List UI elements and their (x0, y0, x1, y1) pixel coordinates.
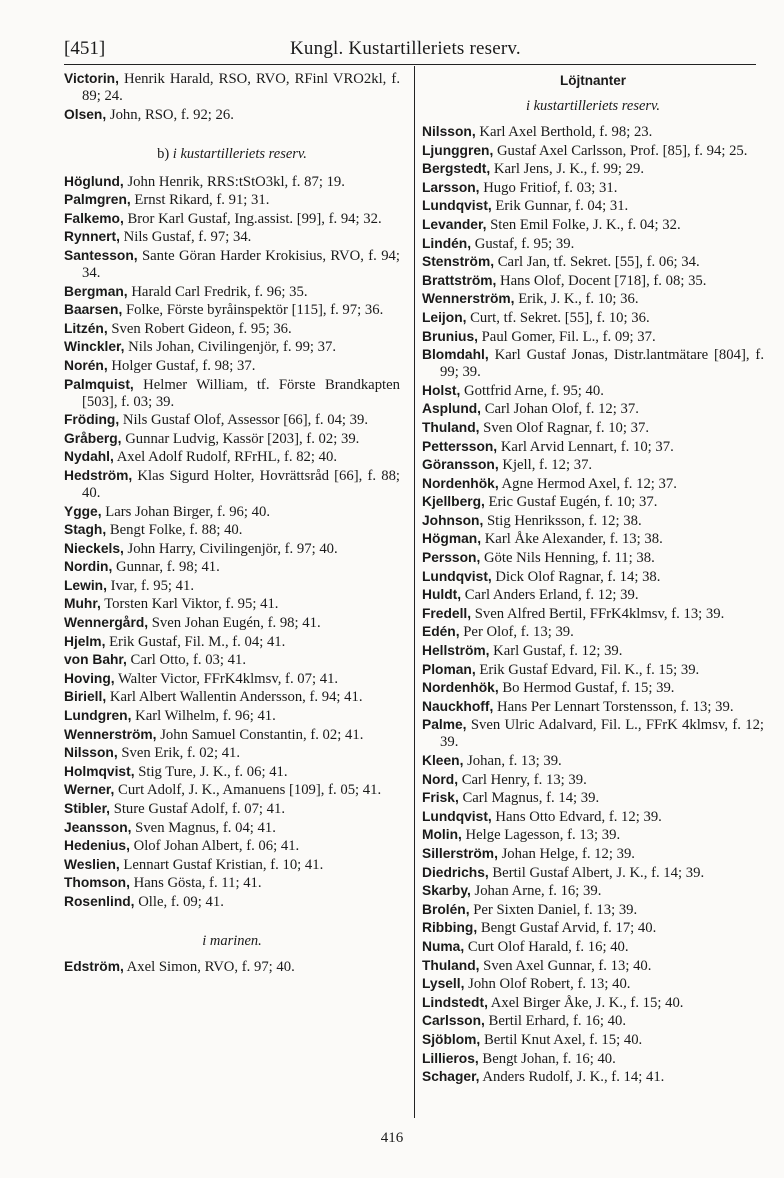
person-details: Carl Jan, tf. Sekret. [55], f. 06; 34. (494, 254, 700, 271)
person-entry (64, 503, 400, 521)
person-surname: Fredell, (422, 605, 472, 621)
person-entry (422, 549, 764, 567)
person-details: Axel Birger Åke, J. K., f. 15; 40. (487, 994, 684, 1011)
person-surname: Victorin, (64, 71, 119, 86)
person-entry (64, 707, 400, 725)
person-surname: Nydahl, (64, 449, 114, 465)
person-details: Carl Henry, f. 13; 39. (458, 771, 587, 788)
person-surname: Kjellberg, (422, 494, 485, 510)
person-entry (64, 819, 400, 837)
person-surname: Kleen, (422, 753, 464, 768)
person-surname: Nordenhök, (422, 475, 499, 491)
person-entry (422, 530, 764, 548)
person-details: Gustaf Axel Carlsson, Prof. [85], f. 94; 25. (493, 142, 748, 159)
person-surname: Edström, (64, 958, 124, 974)
person-entry (64, 763, 400, 781)
person-details: Carl Magnus, f. 14; 39. (458, 790, 600, 807)
person-details: Johan Arne, f. 16; 39. (470, 883, 602, 900)
person-entry (64, 633, 400, 651)
person-details: Karl Gustaf, f. 12; 39. (489, 643, 623, 660)
person-entry (422, 438, 764, 456)
person-surname: Diedrichs, (422, 864, 489, 880)
person-surname: Nordenhök, (422, 680, 499, 696)
person-details: Hugo Fritiof, f. 03; 31. (479, 179, 618, 196)
section-b-prefix: b) (157, 145, 173, 162)
person-surname: Rosenlind, (64, 893, 135, 909)
person-details: John Harry, Civilingenjör, f. 97; 40. (123, 540, 338, 557)
person-surname: Palmquist, (64, 376, 134, 392)
person-details: Dick Olof Ragnar, f. 14; 38. (491, 568, 661, 585)
person-surname: Bergman, (64, 283, 128, 299)
person-details: Per Olof, f. 13; 39. (459, 624, 574, 641)
person-details: Gottfrid Arne, f. 95; 40. (460, 382, 604, 399)
person-entry (422, 605, 764, 623)
person-details: Axel Adolf Rudolf, RFrHL, f. 82; 40. (113, 449, 338, 466)
person-details: Bertil Erhard, f. 16; 40. (484, 1013, 627, 1030)
person-details: Henrik Harald, RSO, RVO, RFinl VRO2kl, f. 89; 24. (82, 71, 400, 104)
person-details: Anders Rudolf, J. K., f. 14; 41. (479, 1069, 665, 1086)
person-details: Eric Gustaf Eugén, f. 10; 37. (484, 494, 658, 511)
person-entry (422, 864, 764, 882)
person-entry (422, 272, 764, 290)
person-entry (422, 975, 764, 993)
person-details: Carl Anders Erland, f. 12; 39. (461, 587, 639, 604)
person-details: Bo Hermod Gustaf, f. 15; 39. (498, 680, 675, 697)
person-details: John Henrik, RRS:tStO3kl, f. 87; 19. (123, 173, 345, 190)
marinen-title: i marinen. (202, 932, 262, 949)
right-subheading (422, 98, 764, 115)
marinen-heading (64, 933, 400, 950)
person-surname: Thuland, (422, 957, 480, 973)
person-surname: Lewin, (64, 577, 107, 593)
person-entry (64, 228, 400, 246)
person-details: Sven Erik, f. 02; 41. (117, 745, 241, 762)
person-details: Lars Johan Birger, f. 96; 40. (101, 503, 271, 520)
person-entry (422, 938, 764, 956)
person-details: Carl Johan Olof, f. 12; 37. (481, 401, 639, 418)
person-entry (64, 247, 400, 282)
person-surname: Lundqvist, (422, 198, 492, 214)
person-surname: Nilsson, (422, 124, 476, 139)
person-details: Karl Åke Alexander, f. 13; 38. (481, 531, 663, 548)
person-entry (64, 301, 400, 319)
person-details: Sven Robert Gideon, f. 95; 36. (107, 320, 292, 337)
person-entry (64, 595, 400, 613)
person-entry (422, 679, 764, 697)
person-details: Torsten Karl Viktor, f. 95; 41. (100, 596, 279, 613)
person-surname: Stenström, (422, 254, 495, 270)
person-surname: Wennerström, (422, 291, 515, 307)
person-entry (64, 320, 400, 338)
person-details: Hans Olof, Docent [718], f. 08; 35. (496, 272, 707, 289)
person-entry (422, 346, 764, 381)
person-details: Nils Gustaf, f. 97; 34. (119, 229, 252, 246)
person-details: Sven Olof Ragnar, f. 10; 37. (479, 419, 649, 436)
person-entry (422, 160, 764, 178)
person-entry (64, 357, 400, 375)
person-details: Karl Gustaf Jonas, Distr.lantmätare [804], f. 99; 39. (440, 347, 764, 381)
person-entry (64, 173, 400, 191)
person-entry (422, 400, 764, 418)
person-surname: Schager, (422, 1069, 480, 1085)
header-title: Kungl. Kustartilleriets reserv. (290, 38, 521, 59)
person-surname: Palmgren, (64, 192, 131, 208)
person-surname: Winckler, (64, 339, 125, 355)
person-details: Sture Gustaf Adolf, f. 07; 41. (110, 801, 286, 817)
person-surname: Hellström, (422, 643, 490, 659)
person-surname: Pettersson, (422, 438, 498, 454)
person-entry (422, 882, 764, 900)
person-details: Olle, f. 09; 41. (134, 893, 224, 910)
person-entry (64, 744, 400, 762)
left-column (64, 70, 400, 977)
person-entry (422, 789, 764, 807)
person-entry (422, 661, 764, 679)
person-entry (64, 283, 400, 301)
person-entry (422, 475, 764, 493)
person-entry (422, 845, 764, 863)
person-surname: Lundqvist, (422, 808, 492, 824)
person-entry (422, 197, 764, 215)
person-surname: Ljunggren, (422, 142, 494, 158)
person-surname: Muhr, (64, 596, 101, 612)
person-details: Axel Simon, RVO, f. 97; 40. (123, 958, 295, 975)
person-details: Lennart Gustaf Kristian, f. 10; 41. (119, 856, 324, 873)
person-surname: Stibler, (64, 801, 111, 816)
person-details: Gunnar Ludvig, Kassör [203], f. 02; 39. (121, 430, 360, 447)
person-surname: Norén, (64, 357, 108, 373)
person-surname: Wennerström, (64, 726, 157, 742)
person-details: Hans Gösta, f. 11; 41. (129, 875, 262, 892)
person-entry (422, 235, 764, 253)
person-details: Göte Nils Henning, f. 11; 38. (480, 550, 655, 567)
person-details: Karl Axel Berthold, f. 98; 23. (475, 124, 653, 140)
person-details: Sven Axel Gunnar, f. 13; 40. (479, 957, 652, 974)
person-surname: Santesson, (64, 247, 138, 263)
person-entry (64, 70, 400, 105)
person-details: Agne Hermod Axel, f. 12; 37. (498, 475, 677, 492)
person-details: Nils Gustaf Olof, Assessor [66], f. 04; 39. (119, 412, 369, 429)
person-entry (422, 456, 764, 474)
person-details: Sten Emil Folke, J. K., f. 04; 32. (486, 216, 681, 233)
person-details: Curt Olof Harald, f. 16; 40. (464, 938, 629, 955)
person-details: Karl Wilhelm, f. 96; 41. (131, 708, 276, 725)
person-details: Gunnar, f. 98; 41. (112, 559, 220, 576)
person-surname: Lundgren, (64, 708, 132, 724)
person-surname: Jeansson, (64, 819, 132, 835)
person-details: Bertil Gustaf Albert, J. K., f. 14; 39. (488, 864, 705, 881)
person-details: Karl Jens, J. K., f. 99; 29. (490, 161, 645, 178)
person-surname: Brunius, (422, 328, 478, 344)
person-entry (422, 419, 764, 437)
right-heading: Löjtnanter (560, 73, 626, 88)
person-surname: Gråberg, (64, 430, 122, 446)
person-entry (64, 577, 400, 595)
person-surname: Edén, (422, 624, 460, 640)
person-details: Curt, tf. Sekret. [55], f. 10; 36. (466, 309, 650, 326)
person-details: Hans Otto Edvard, f. 12; 39. (491, 808, 662, 825)
person-entry (422, 142, 764, 160)
person-surname: Nord, (422, 771, 459, 787)
person-surname: Huldt, (422, 587, 462, 603)
person-entry (64, 688, 400, 706)
person-entry (422, 716, 764, 751)
person-details: Ivar, f. 95; 41. (106, 577, 195, 594)
person-entry (422, 493, 764, 511)
person-surname: Hedström, (64, 467, 133, 483)
person-surname: Biriell, (64, 689, 107, 705)
left-marinen-list (64, 958, 400, 976)
left-section-b-list (64, 173, 400, 911)
person-surname: Hjelm, (64, 633, 106, 649)
person-surname: Brattström, (422, 272, 497, 288)
person-entry (422, 826, 764, 844)
person-entry (64, 191, 400, 209)
person-surname: Johnson, (422, 512, 484, 528)
person-entry (64, 614, 400, 632)
person-details: Stig Henriksson, f. 12; 38. (483, 512, 642, 529)
person-entry (422, 586, 764, 604)
person-surname: Ribbing, (422, 920, 478, 936)
person-details: Stig Ture, J. K., f. 06; 41. (134, 763, 288, 780)
person-surname: Högman, (422, 531, 482, 547)
person-entry (422, 1068, 764, 1086)
person-surname: Asplund, (422, 401, 482, 417)
person-details: Erik, J. K., f. 10; 36. (514, 291, 639, 308)
person-surname: Numa, (422, 938, 465, 954)
person-details: Gustaf, f. 95; 39. (471, 235, 575, 252)
person-entry (422, 901, 764, 919)
person-entry (64, 874, 400, 892)
person-entry (64, 540, 400, 558)
person-entry (64, 210, 400, 228)
person-surname: Hedenius, (64, 838, 130, 854)
person-surname: Lundqvist, (422, 568, 492, 584)
person-details: Hans Per Lennart Torstensson, f. 13; 39. (493, 698, 734, 715)
person-surname: Bergstedt, (422, 161, 491, 177)
person-entry (422, 1031, 764, 1049)
person-entry (64, 893, 400, 911)
person-entry (64, 558, 400, 576)
person-entry (64, 651, 400, 669)
person-surname: Palme, (422, 717, 467, 733)
person-surname: Rynnert, (64, 229, 120, 245)
person-surname: Molin, (422, 827, 462, 843)
person-entry (64, 670, 400, 688)
person-surname: Falkemo, (64, 210, 124, 226)
person-details: Johan Helge, f. 12; 39. (497, 845, 635, 862)
person-details: Harald Carl Fredrik, f. 96; 35. (127, 283, 308, 300)
person-entry (64, 800, 400, 818)
person-surname: Thomson, (64, 875, 130, 891)
person-surname: Lindén, (422, 235, 472, 251)
header-page-number: [451] (64, 38, 106, 59)
person-entry (422, 623, 764, 641)
person-surname: Ygge, (64, 503, 102, 519)
person-surname: Holst, (422, 382, 461, 398)
page-footer-number: 416 (380, 1130, 404, 1146)
person-entry (422, 382, 764, 400)
person-details: Nils Johan, Civilingenjör, f. 99; 37. (124, 339, 337, 356)
person-entry (422, 328, 764, 346)
section-b-title: i kustartilleriets reserv. (172, 145, 307, 162)
person-entry (422, 752, 764, 770)
person-surname: Göransson, (422, 457, 499, 473)
person-surname: Holmqvist, (64, 763, 135, 779)
person-details: Carl Otto, f. 03; 41. (126, 652, 246, 669)
person-details: Bengt Johan, f. 16; 40. (478, 1050, 616, 1067)
person-details: Karl Albert Wallentin Andersson, f. 94; 41. (106, 689, 363, 706)
person-details: Per Sixten Daniel, f. 13; 39. (469, 901, 638, 918)
person-entry (64, 430, 400, 448)
person-surname: Frisk, (422, 790, 459, 806)
person-details: Erik Gustaf Edvard, Fil. K., f. 15; 39. (475, 661, 700, 678)
person-entry (64, 411, 400, 429)
person-entry (64, 726, 400, 744)
person-entry (422, 568, 764, 586)
person-details: Folke, Förste byråinspektör [115], f. 97; 36. (122, 302, 384, 319)
person-details: Karl Arvid Lennart, f. 10; 37. (497, 438, 674, 455)
left-top-list (64, 70, 400, 124)
person-surname: Wennergård, (64, 615, 149, 631)
person-details: Ernst Rikard, f. 91; 31. (130, 192, 270, 209)
person-surname: Höglund, (64, 173, 124, 189)
person-surname: Larsson, (422, 179, 480, 195)
person-details: Walter Victor, FFrK4klmsv, f. 07; 41. (114, 670, 339, 687)
person-entry (422, 309, 764, 327)
person-details: Sante Göran Harder Krokisius, RVO, f. 94; 34. (82, 247, 400, 281)
person-surname: Werner, (64, 782, 115, 798)
person-surname: Lillieros, (422, 1050, 479, 1066)
person-details: Sven Ulric Adalvard, Fil. L., FFrK 4klmsv, f. 12; 39. (440, 717, 764, 751)
person-details: Helge Lagesson, f. 13; 39. (461, 827, 621, 844)
person-entry (422, 994, 764, 1012)
person-details: John Olof Robert, f. 13; 40. (464, 976, 631, 993)
right-column (422, 70, 764, 1087)
section-b-heading (64, 146, 400, 163)
person-details: Sven Magnus, f. 04; 41. (131, 819, 276, 836)
person-entry (422, 808, 764, 826)
person-details: Paul Gomer, Fil. L., f. 09; 37. (477, 328, 656, 345)
person-surname: Stagh, (64, 522, 107, 538)
right-list (422, 123, 764, 1086)
person-entry (64, 448, 400, 466)
person-surname: Thuland, (422, 419, 480, 435)
person-entry (64, 106, 400, 124)
person-details: Olof Johan Albert, f. 06; 41. (129, 838, 300, 855)
person-details: John Samuel Constantin, f. 02; 41. (156, 726, 364, 743)
person-surname: Skarby, (422, 883, 471, 899)
person-surname: Weslien, (64, 856, 120, 872)
person-surname: Lysell, (422, 976, 465, 992)
person-surname: Brolén, (422, 901, 470, 917)
person-surname: Lindstedt, (422, 994, 488, 1010)
person-entry (422, 957, 764, 975)
person-entry (422, 919, 764, 937)
person-surname: Sjöblom, (422, 1031, 481, 1047)
person-surname: Levander, (422, 216, 487, 232)
person-details: Sven Alfred Bertil, FFrK4klmsv, f. 13; 39. (471, 605, 725, 622)
person-details: Erik Gustaf, Fil. M., f. 04; 41. (105, 633, 286, 650)
person-surname: Hoving, (64, 670, 115, 686)
person-details: Johan, f. 13; 39. (463, 753, 562, 769)
person-surname: Ploman, (422, 661, 476, 677)
person-entry (64, 467, 400, 502)
person-entry (422, 1012, 764, 1030)
person-details: Bengt Gustaf Arvid, f. 17; 40. (477, 920, 657, 937)
person-surname: Leijon, (422, 309, 467, 325)
person-details: Klas Sigurd Holter, Hovrättsråd [66], f. 88; 40. (82, 467, 400, 501)
person-entry (64, 521, 400, 539)
person-surname: Blomdahl, (422, 347, 489, 363)
person-surname: Sillerström, (422, 845, 498, 861)
person-surname: Nilsson, (64, 745, 118, 761)
column-divider (414, 66, 415, 1118)
person-details: Helmer William, tf. Förste Brandkapten [503], f. 03; 39. (82, 376, 400, 410)
person-details: John, RSO, f. 92; 26. (106, 106, 234, 123)
person-surname: Nieckels, (64, 540, 124, 556)
person-entry (64, 856, 400, 874)
person-surname: Fröding, (64, 412, 120, 428)
person-entry (422, 642, 764, 660)
person-details: Bertil Knut Axel, f. 15; 40. (480, 1031, 643, 1048)
person-entry (422, 216, 764, 234)
person-surname: Baarsen, (64, 302, 123, 318)
person-surname: Persson, (422, 550, 481, 566)
person-entry (422, 512, 764, 530)
person-surname: Nordin, (64, 559, 113, 575)
person-surname: Nauckhoff, (422, 698, 494, 714)
person-entry (422, 290, 764, 308)
person-entry (64, 376, 400, 411)
person-entry (422, 253, 764, 271)
person-entry (64, 958, 400, 976)
person-details: Kjell, f. 12; 37. (498, 457, 593, 474)
person-surname: Olsen, (64, 106, 107, 122)
person-entry (422, 1050, 764, 1068)
person-details: Holger Gustaf, f. 98; 37. (107, 357, 256, 374)
person-surname: Litzén, (64, 320, 108, 336)
person-entry (422, 179, 764, 197)
person-surname: Carlsson, (422, 1013, 485, 1029)
person-entry (64, 338, 400, 356)
person-details: Curt Adolf, J. K., Amanuens [109], f. 05; 41. (114, 782, 382, 799)
person-entry (64, 781, 400, 799)
header-rule (64, 64, 756, 65)
person-entry (422, 698, 764, 716)
person-details: Erik Gunnar, f. 04; 31. (491, 198, 629, 215)
person-entry (64, 837, 400, 855)
person-details: Bror Karl Gustaf, Ing.assist. [99], f. 94; 32. (123, 210, 382, 227)
person-surname: von Bahr, (64, 652, 127, 668)
person-details: Sven Johan Eugén, f. 98; 41. (148, 615, 321, 632)
person-entry (422, 123, 764, 141)
person-details: Bengt Folke, f. 88; 40. (106, 522, 243, 539)
right-subheading-text: i kustartilleriets reserv. (525, 98, 661, 114)
person-entry (422, 771, 764, 789)
